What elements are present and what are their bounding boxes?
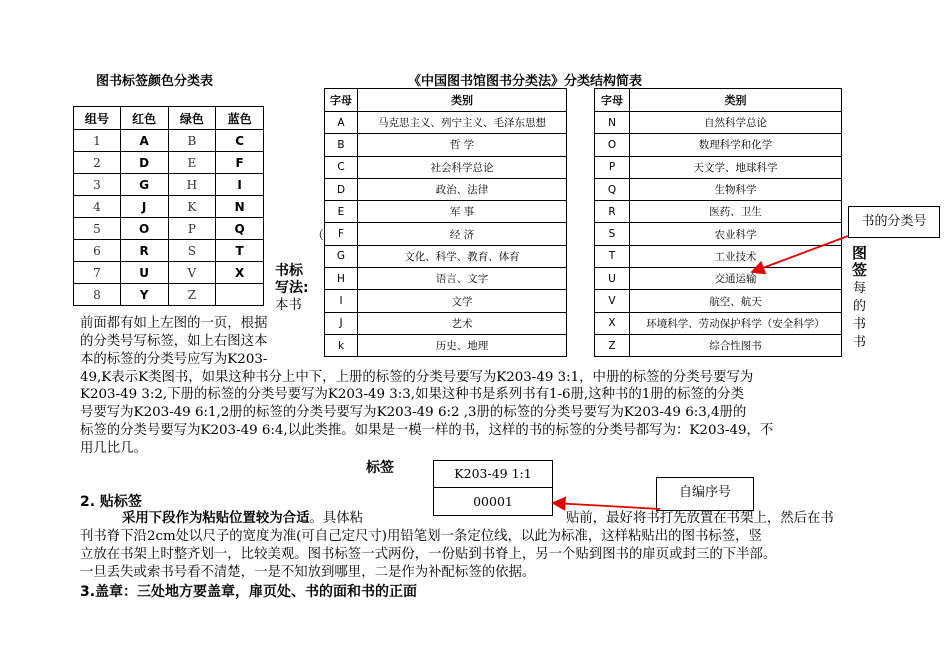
- category-cell: 医药、卫生: [630, 201, 842, 223]
- blue-letter-cell: I: [216, 174, 264, 196]
- category-cell: 马克思主义、列宁主义、毛泽东思想: [358, 112, 567, 134]
- section2-line-2: 立放在书架上时整齐划一，比较美观。图书标签一式两份，一份贴到书脊上，另一个贴到图书的扉页或封三的下半部。: [80, 547, 777, 562]
- section1-line-3: 本的标签的分类号应写为K203-: [80, 352, 268, 367]
- section1-heading-line2: 写法:: [275, 280, 309, 296]
- red-letter-cell: G: [120, 174, 168, 196]
- category-cell: 文化、科学、教育、体育: [358, 245, 567, 267]
- letter-cell: O: [595, 134, 630, 156]
- header-letter: 字母: [325, 89, 358, 112]
- category-cell: 哲 学: [358, 134, 567, 156]
- label-caption: 标签: [366, 460, 394, 476]
- section2-lead-after: 。具体粘: [309, 511, 364, 526]
- letter-cell: C: [325, 156, 358, 178]
- blue-letter-cell: F: [216, 152, 264, 174]
- side-char-3: 每: [853, 281, 867, 296]
- section3-heading: 3.盖章：三处地方要盖章，扉页处、书的面和书的正面: [80, 584, 418, 600]
- category-cell: 社会科学总论: [358, 156, 567, 178]
- header-category: 类别: [358, 89, 567, 112]
- red-letter-cell: U: [120, 262, 168, 284]
- blue-letter-cell: T: [216, 240, 264, 262]
- green-letter-cell: S: [168, 240, 216, 262]
- category-cell: 农业科学: [630, 223, 842, 245]
- letter-cell: V: [595, 290, 630, 312]
- category-cell: 语言、文字: [358, 268, 567, 290]
- blue-letter-cell: N: [216, 196, 264, 218]
- section1-line-6: 号要写为K203-49 6:1,2册的标签的分类号要写为K203-49 6:2 ,3册的标签的分类号要写为K203-49 6:3,4册的: [80, 405, 747, 420]
- section1-line-5: K203-49 3:2,下册的标签的分类号要写为K203-49 3:3,如果这种书是系列书有1-6册,这种书的1册的标签的分类: [80, 387, 744, 402]
- category-cell: 数理科学和化学: [630, 134, 842, 156]
- header-category: 类别: [630, 89, 842, 112]
- callout-serial-number: 自编序号: [656, 477, 754, 511]
- letter-cell: B: [325, 134, 358, 156]
- letter-cell: k: [325, 334, 358, 356]
- letter-cell: N: [595, 112, 630, 134]
- letter-cell: P: [595, 156, 630, 178]
- group-number-cell: 2: [74, 152, 121, 174]
- category-cell: 环境科学、劳动保护科学（安全科学）: [630, 312, 842, 334]
- letter-cell: R: [595, 201, 630, 223]
- green-letter-cell: P: [168, 218, 216, 240]
- category-cell: 生物科学: [630, 178, 842, 200]
- paren-glyph: （: [312, 228, 325, 242]
- section2-line-1: 刊书脊下沿2cm处以尺子的宽度为准(可自己定尺寸)用铅笔划一条定位线，以此为标准，这样粘贴出的图书标签，竖: [80, 529, 762, 544]
- label-sample-classnumber: K203-49 1:1: [434, 461, 552, 488]
- category-cell: 政治、法律: [358, 178, 567, 200]
- letter-cell: S: [595, 223, 630, 245]
- red-letter-cell: O: [120, 218, 168, 240]
- section1-line-8: 用几比几。: [80, 441, 147, 456]
- category-cell: 历史、地理: [358, 334, 567, 356]
- section2-heading: 2. 贴标签: [80, 494, 142, 510]
- header-group-number: 组号: [74, 107, 121, 130]
- header-green: 绿色: [168, 107, 216, 130]
- letter-cell: E: [325, 201, 358, 223]
- arrow-to-class-number: [752, 236, 848, 272]
- group-number-cell: 1: [74, 130, 121, 152]
- category-cell: 自然科学总论: [630, 112, 842, 134]
- category-cell: 军 事: [358, 201, 567, 223]
- letter-cell: T: [595, 245, 630, 267]
- side-char-6: 书: [853, 335, 867, 350]
- green-letter-cell: V: [168, 262, 216, 284]
- arrow-to-serial-number: [553, 503, 660, 509]
- green-letter-cell: K: [168, 196, 216, 218]
- letter-cell: Q: [595, 178, 630, 200]
- side-char-5: 书: [853, 317, 867, 332]
- section2-lead-bold: 采用下段作为粘贴位置较为合适: [122, 511, 310, 526]
- header-red: 红色: [120, 107, 168, 130]
- red-letter-cell: D: [120, 152, 168, 174]
- red-letter-cell: R: [120, 240, 168, 262]
- category-cell: 航空、航天: [630, 290, 842, 312]
- red-letter-cell: A: [120, 130, 168, 152]
- letter-cell: G: [325, 245, 358, 267]
- section1-first-fragment: 本书: [275, 298, 302, 313]
- group-number-cell: 3: [74, 174, 121, 196]
- section2-line-3: 一旦丢失或索书号看不清楚，一是不知放到哪里，二是作为补配标签的依据。: [80, 565, 536, 580]
- letter-cell: D: [325, 178, 358, 200]
- letter-cell: H: [325, 268, 358, 290]
- class-table-title: 《中国图书馆图书分类法》分类结构简表: [408, 74, 643, 89]
- section1-line-2: 的分类号写标签，如上右图这本: [80, 334, 268, 349]
- side-char-1: 图: [852, 244, 868, 262]
- group-number-cell: 7: [74, 262, 121, 284]
- group-number-cell: 4: [74, 196, 121, 218]
- color-table-title: 图书标签颜色分类表: [96, 74, 214, 89]
- callout-class-number: 书的分类号: [848, 206, 940, 238]
- group-number-cell: 6: [74, 240, 121, 262]
- section1-line-1: 前面都有如上左图的一页，根据: [80, 316, 268, 331]
- group-number-cell: 8: [74, 284, 121, 306]
- green-letter-cell: B: [168, 130, 216, 152]
- red-letter-cell: J: [120, 196, 168, 218]
- header-blue: 蓝色: [216, 107, 264, 130]
- letter-cell: U: [595, 268, 630, 290]
- red-letter-cell: Y: [120, 284, 168, 306]
- green-letter-cell: H: [168, 174, 216, 196]
- group-number-cell: 5: [74, 218, 121, 240]
- letter-cell: J: [325, 312, 358, 334]
- category-cell: 天文学、地球科学: [630, 156, 842, 178]
- section1-heading-line1: 书标: [275, 263, 303, 279]
- letter-cell: I: [325, 290, 358, 312]
- category-cell: 工业技术: [630, 245, 842, 267]
- side-char-4: 的: [853, 299, 867, 314]
- category-cell: 艺术: [358, 312, 567, 334]
- category-cell: 文学: [358, 290, 567, 312]
- letter-cell: F: [325, 223, 358, 245]
- green-letter-cell: Z: [168, 284, 216, 306]
- green-letter-cell: E: [168, 152, 216, 174]
- blue-letter-cell: Q: [216, 218, 264, 240]
- letter-cell: X: [595, 312, 630, 334]
- header-letter: 字母: [595, 89, 630, 112]
- label-sample-serial: 00001: [473, 494, 513, 509]
- blue-letter-cell: C: [216, 130, 264, 152]
- section2-lead-right: 贴前，最好将书打先放置在书架上，然后在书: [566, 511, 834, 526]
- section1-line-7: 标签的分类号要写为K203-49 6:4,以此类推。如果是一模一样的书，这样的书的标签的分类号都写为：K203-49，不: [80, 423, 774, 438]
- letter-cell: Z: [595, 334, 630, 356]
- section1-line-4: 49,K表示K类图书，如果这种书分上中下，上册的标签的分类号要写为K203-49 3:1，中册的标签的分类号要写为: [80, 370, 754, 385]
- category-cell: 经 济: [358, 223, 567, 245]
- blue-letter-cell: X: [216, 262, 264, 284]
- letter-cell: A: [325, 112, 358, 134]
- side-char-2: 签: [852, 261, 868, 279]
- category-cell: 交通运输: [630, 268, 842, 290]
- category-cell: 综合性图书: [630, 334, 842, 356]
